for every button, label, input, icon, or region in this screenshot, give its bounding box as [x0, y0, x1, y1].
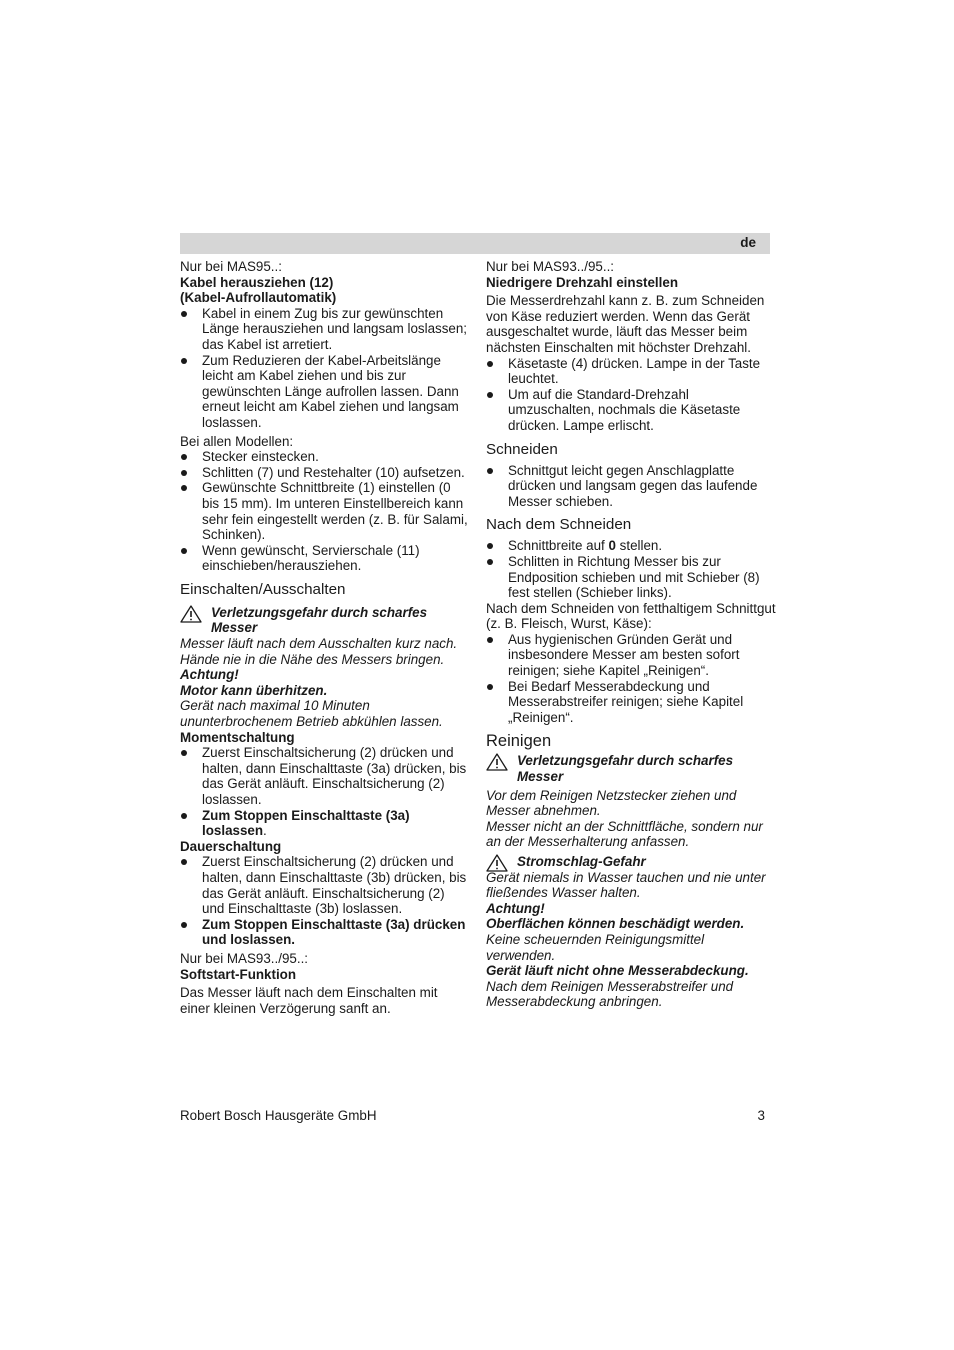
section-heading: Einschalten/Ausschalten [180, 580, 346, 598]
warning-text: Gerät niemals in Wasser tauchen und nie unter fließendes Wasser halten. [486, 869, 766, 901]
list-item-text: Zum Stoppen Einschalttaste (3a) loslassen [202, 807, 410, 839]
warning-icon [486, 854, 508, 872]
caution-text: Gerät nach maximal 10 Minuten ununterbrochenem Betrieb abkühlen lassen. [180, 698, 443, 730]
list-item: Kabel in einem Zug bis zur gewünschten Länge herausziehen und langsam loslassen; das Kabel ist arretiert. [180, 306, 470, 353]
caution-text: Nach dem Reinigen Messerabstreifer und Messerabdeckung anbringen. [486, 978, 734, 1010]
section-heading: Reinigen [486, 732, 552, 751]
list-item: Aus hygienischen Gründen Gerät und insbesondere Messer am besten sofort reinigen; siehe Kapitel „Reinigen“. [486, 632, 776, 679]
right-column [486, 259, 776, 1010]
list-item: Um auf die Standard-Drehzahl umzuschalten, nochmals die Käsetaste drücken. Lampe erlischt. [486, 387, 776, 434]
section-title: Dauerschaltung [180, 838, 282, 854]
language-bar [180, 233, 770, 254]
list-item: Schnittgut leicht gegen Anschlagplatte drücken und langsam gegen das laufende Messer schieben. [486, 463, 776, 510]
section-heading: Nach dem Schneiden [486, 516, 632, 534]
model-note: Nur bei MAS93../95..: [486, 259, 615, 274]
caution-label: Achtung! [486, 900, 545, 916]
bullet-list [180, 745, 470, 839]
footer-company: Robert Bosch Hausgeräte GmbH [180, 1108, 377, 1123]
section-title: Niedrigere Drehzahl einstellen [486, 274, 678, 290]
caution-label: Achtung! [180, 667, 239, 683]
body-text: Das Messer läuft nach dem Einschalten mit einer kleinen Verzögerung sanft an. [180, 985, 438, 1016]
model-note: Nur bei MAS93../95..: [180, 950, 309, 966]
bullet-list [180, 854, 470, 948]
caution-title: Gerät läuft nicht ohne Messerabdeckung. [486, 963, 749, 979]
warning-title: Verletzungsgefahr durch scharfes Messer [211, 604, 428, 636]
caution-text: Keine scheuernden Reinigungsmittel verwenden. [486, 931, 705, 963]
warning-title: Stromschlag-Gefahr [517, 854, 646, 869]
list-item: Schlitten (7) und Restehalter (10) aufsetzen. [180, 465, 470, 481]
body-text: Nach dem Schneiden von fetthaltigem Schnittgut (z. B. Fleisch, Wurst, Käse): [486, 600, 776, 632]
bullet-list [486, 538, 776, 600]
list-item: Bei Bedarf Messerabdeckung und Messerabstreifer reinigen; siehe Kapitel „Reinigen“. [486, 679, 776, 726]
model-note: Nur bei MAS95..: [180, 259, 282, 274]
section-title: Softstart-Funktion [180, 966, 297, 982]
page-number: 3 [757, 1108, 765, 1123]
list-item [180, 808, 470, 839]
warning-title: Verletzungsgefahr durch scharfes Messer [517, 753, 734, 785]
warning-icon [180, 605, 202, 623]
body-text: Die Messerdrehzahl kann z. B. zum Schneiden von Käse reduziert werden. Wenn das Gerät ausgeschaltet wurde, läuft das Messer beim nächsten Einschalten mit höchster Drehzahl. [486, 293, 765, 355]
warning-text: Vor dem Reinigen Netzstecker ziehen und Messer abnehmen. [486, 787, 737, 819]
list-item: Wenn gewünscht, Servierschale (11) einschieben/herausziehen. [180, 543, 470, 574]
warning-block [486, 753, 776, 784]
list-item: Käsetaste (4) drücken. Lampe in der Taste leuchtet. [486, 356, 776, 387]
list-item-end: . [263, 823, 267, 839]
list-item: Gewünschte Schnittbreite (1) einstellen (0 bis 15 mm). Im unteren Einstellbereich kann sehr fein eingestellt werden (z. B. für Salami, Schinken). [180, 480, 470, 542]
list-item-value: 0 [608, 538, 616, 554]
bullet-list [486, 356, 776, 434]
section-title: Kabel herausziehen (12) [180, 274, 334, 290]
warning-text: Messer nicht an der Schnittfläche, sondern nur an der Messerhalterung anfassen. [486, 818, 763, 850]
list-item: Schlitten in Richtung Messer bis zur Endposition schieben und mit Schieber (8) fest stellen (Schieber links). [486, 554, 776, 601]
bullet-list [180, 449, 470, 574]
list-item: Stecker einstecken. [180, 449, 470, 465]
warning-icon [486, 753, 508, 771]
list-item: Zuerst Einschaltsicherung (2) drücken und halten, dann Einschalttaste (3a) drücken, bis das Gerät anläuft. Einschaltsicherung (2) loslassen. [180, 745, 470, 807]
section-heading: Schneiden [486, 440, 558, 458]
bullet-list [486, 632, 776, 726]
model-note: Bei allen Modellen: [180, 433, 294, 449]
bullet-list [180, 306, 470, 431]
list-item [486, 538, 776, 554]
list-item: Zum Reduzieren der Kabel-Arbeitslänge leicht am Kabel ziehen und bis zur gewünschten Länge aufrollen lassen. Dann erneut leicht am Kabel ziehen und langsam loslassen. [180, 353, 470, 431]
caution-title: Oberflächen können beschädigt werden. [486, 916, 745, 932]
list-item: Zum Stoppen Einschalttaste (3a) drücken und loslassen. [180, 917, 470, 948]
warning-block [180, 605, 470, 636]
warning-text: Messer läuft nach dem Ausschalten kurz nach. Hände nie in die Nähe des Messers bringen. [180, 636, 458, 667]
section-title: Momentschaltung [180, 729, 295, 745]
list-item-text: stellen. [615, 538, 663, 554]
section-title: (Kabel-Aufrollautomatik) [180, 290, 337, 306]
bullet-list [486, 463, 776, 510]
caution-title: Motor kann überhitzen. [180, 682, 328, 698]
warning-block [486, 854, 776, 870]
left-column [180, 259, 470, 1016]
language-label: de [740, 235, 756, 250]
list-item-text: Schnittbreite auf [508, 538, 609, 554]
list-item: Zuerst Einschaltsicherung (2) drücken und halten, dann Einschalttaste (3b) drücken, bis das Gerät anläuft. Einschaltsicherung (2) und Einschalttaste (3b) loslassen. [180, 854, 470, 916]
